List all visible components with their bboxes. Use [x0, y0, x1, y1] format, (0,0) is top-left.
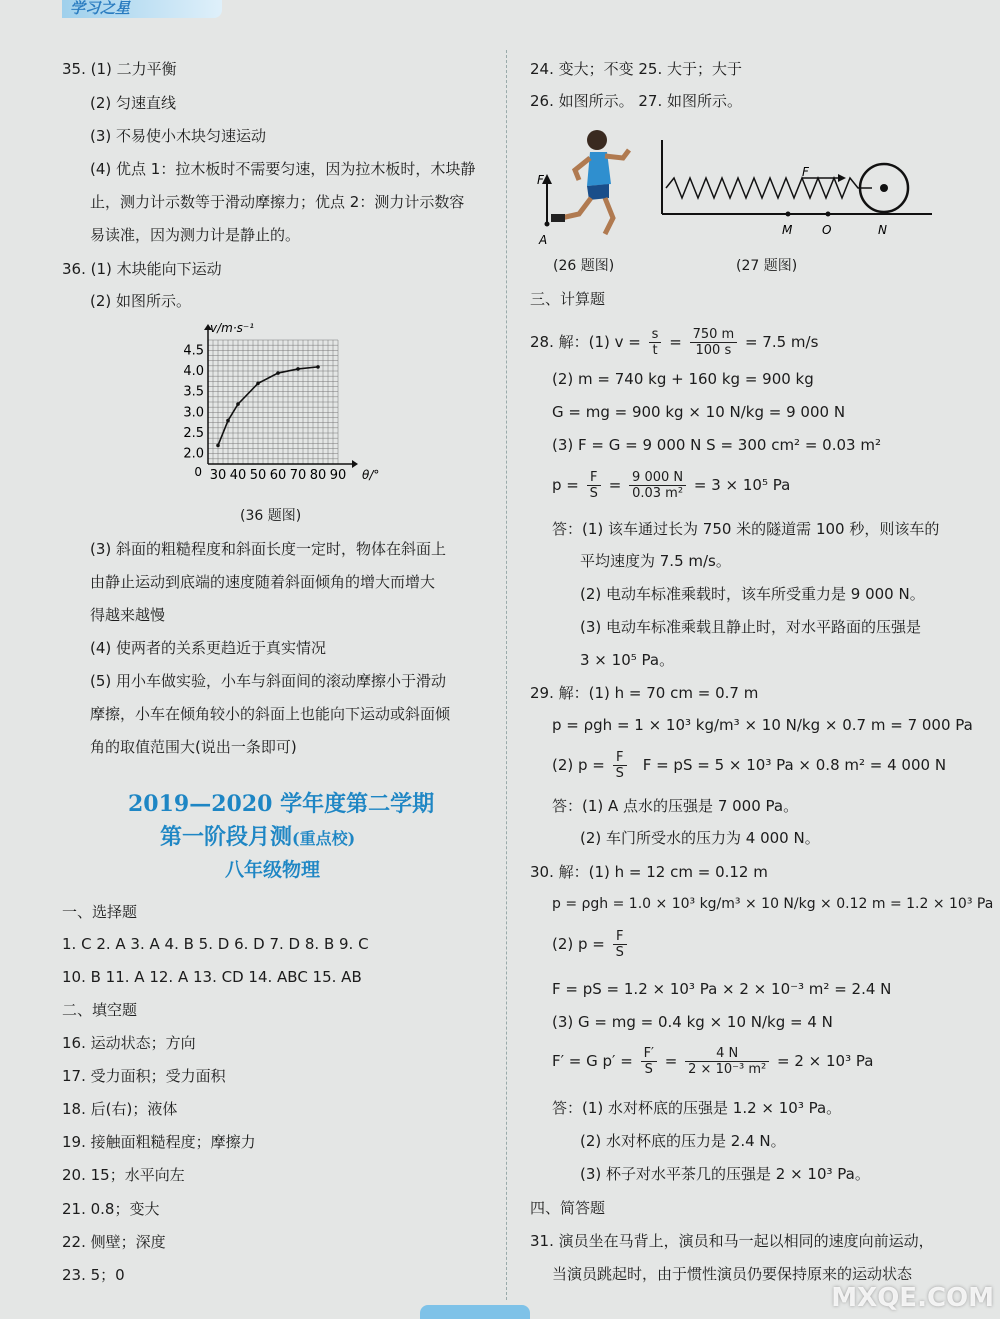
q30-line1: 30. 解：(1) h = 12 cm = 0.12 m — [530, 863, 768, 881]
q36-line7: (5) 用小车做实验，小车与斜面间的滚动摩擦小于滑动 — [90, 672, 447, 690]
fill-answer: 23. 5；0 — [62, 1266, 125, 1284]
label-f-27: F — [802, 165, 809, 179]
denominator: 0.03 m² — [632, 486, 684, 501]
y-tick-label: 3.0 — [183, 405, 204, 421]
section-choice-heading: 一、选择题 — [62, 903, 138, 921]
data-point — [256, 382, 260, 386]
runner-shoe — [551, 214, 565, 222]
label-a-26: A — [539, 233, 548, 247]
data-point — [276, 371, 280, 375]
mark-m — [786, 212, 791, 217]
q28-line3: G = mg = 900 kg × 10 N/kg = 9 000 N — [552, 403, 846, 421]
q36-line4: 由静止运动到底端的速度随着斜面倾角的增大而增大 — [90, 573, 436, 591]
data-point — [216, 444, 220, 448]
velocity-angle-chart — [170, 318, 390, 498]
q36-line8: 摩擦，小车在倾角较小的斜面上也能向下运动或斜面倾 — [90, 705, 451, 723]
fig26-caption: (26 题图) — [553, 258, 615, 274]
q24-25: 24. 变大；不变 25. 大于；大于 — [530, 60, 743, 78]
data-point — [316, 365, 320, 369]
q29-force: F = pS = 5 × 10³ Pa × 0.8 m² = 4 000 N — [642, 756, 947, 774]
exam-title-line3: 八年级物理 — [225, 859, 321, 881]
fraction — [685, 1046, 769, 1077]
denominator: 2 × 10⁻³ m² — [688, 1062, 767, 1077]
q28-line1 — [530, 325, 818, 359]
q30-pprime: F′ = G p′ = — [552, 1052, 633, 1070]
data-point — [226, 419, 230, 423]
numerator: s — [649, 327, 662, 343]
q28-answer3b: 3 × 10⁵ Pa。 — [580, 651, 675, 669]
denominator: S — [644, 1062, 653, 1077]
fill-answer: 21. 0.8；变大 — [62, 1200, 160, 1218]
fill-answer: 17. 受力面积；受力面积 — [62, 1067, 226, 1085]
y-tick-label: 4.0 — [183, 364, 204, 379]
x-tick-label: 50 — [249, 468, 267, 483]
spring-figure — [652, 136, 942, 240]
q29-answer2: (2) 车门所受水的压力为 4 000 N。 — [580, 829, 820, 847]
q35-line3: (3) 不易使小木块匀速运动 — [90, 127, 267, 145]
fill-answer: 19. 接触面粗糙程度；摩擦力 — [62, 1133, 256, 1151]
q36-line6: (4) 使两者的关系更趋近于真实情况 — [90, 639, 327, 657]
denominator: 100 s — [695, 343, 732, 358]
q29-answer1: 答：(1) A 点水的压强是 7 000 Pa。 — [552, 797, 799, 815]
ball-center — [880, 184, 888, 192]
section-fill-heading: 二、填空题 — [62, 1001, 138, 1019]
section-calc-heading: 三、计算题 — [530, 290, 606, 308]
choice-answers-row2: 10. B 11. A 12. A 13. CD 14. ABC 15. AB — [62, 968, 362, 986]
footer-tab — [420, 1305, 530, 1319]
exam-title-line1: 2019—2020 学年度第二学期 — [128, 791, 435, 817]
numerator: F′ — [641, 1046, 657, 1062]
q30-answer2: (2) 水对杯底的压力是 2.4 N。 — [580, 1132, 786, 1150]
fraction — [690, 327, 738, 358]
q36-line3: (3) 斜面的粗糙程度和斜面长度一定时，物体在斜面上 — [90, 540, 447, 558]
mark-o — [826, 212, 831, 217]
q28-answer1b: 平均速度为 7.5 m/s。 — [580, 552, 731, 570]
eq: = — [608, 476, 622, 494]
eq: = — [669, 333, 682, 351]
numerator: 750 m — [690, 327, 738, 343]
label-n: N — [878, 223, 887, 237]
point-a — [545, 222, 550, 227]
q30-p: (2) p = — [552, 935, 605, 953]
exam-title-tag: (重点校) — [292, 829, 356, 848]
arrow-head-icon — [838, 174, 846, 182]
y-tick-label: 2.0 — [183, 446, 204, 462]
runner-head — [587, 130, 607, 150]
header-logo: 学习之星 — [62, 0, 222, 18]
watermark: MXQE.COM — [831, 1283, 994, 1313]
q29-line2: p = ρgh = 1 × 10³ kg/m³ × 10 N/kg × 0.7 m = 7 000 Pa — [552, 716, 973, 734]
q30-line4: F = pS = 1.2 × 10³ Pa × 2 × 10⁻³ m² = 2.4 N — [552, 980, 892, 998]
y-tick-label: 4.5 — [183, 343, 204, 359]
q35-line1: 35. (1) 二力平衡 — [62, 60, 177, 78]
choice-answers-row1: 1. C 2. A 3. A 4. B 5. D 6. D 7. D 8. B 9. C — [62, 935, 369, 953]
q28-answer2: (2) 电动车标准乘载时，该车所受重力是 9 000 N。 — [580, 585, 925, 603]
q28-answer3: (3) 电动车标准乘载且静止时，对水平路面的压强是 — [580, 618, 922, 636]
x-tick-label: 70 — [289, 468, 307, 483]
x-axis-label: θ/° — [362, 468, 380, 482]
q28-answer1: 答：(1) 该车通过长为 750 米的隧道需 100 秒，则该车的 — [552, 520, 940, 538]
fraction — [649, 327, 662, 358]
q35-line6: 易读准，因为测力计是静止的。 — [90, 226, 301, 244]
q35-line5: 止，测力计示数等于滑动摩擦力；优点 2：测力计示数容 — [90, 193, 465, 211]
q29-line1: 29. 解：(1) h = 70 cm = 0.7 m — [530, 684, 759, 702]
x-tick-label: 60 — [269, 468, 287, 483]
runner-leg-back — [561, 198, 591, 218]
numerator: 4 N — [685, 1046, 769, 1062]
fig27-caption: (27 题图) — [736, 258, 798, 274]
label-o: O — [822, 223, 832, 237]
spring — [666, 178, 872, 198]
x-tick-label: 30 — [209, 468, 227, 483]
q26-27: 26. 如图所示。 27. 如图所示。 — [530, 92, 743, 110]
fraction — [641, 1046, 657, 1077]
q30-line6 — [552, 1044, 873, 1078]
fill-answer: 22. 侧壁；深度 — [62, 1233, 166, 1251]
exam-title-line2 — [160, 820, 355, 851]
q30-line2: p = ρgh = 1.0 × 10³ kg/m³ × 10 N/kg × 0.12 m = 1.2 × 10³ Pa — [552, 896, 994, 912]
numerator: F — [587, 470, 601, 486]
q31-line1: 31. 演员坐在马背上，演员和马一起以相同的速度向前运动， — [530, 1232, 934, 1250]
q28-line2: (2) m = 740 kg + 160 kg = 900 kg — [552, 370, 814, 388]
runner-arm-front — [605, 150, 629, 158]
numerator: 9 000 N — [629, 470, 686, 486]
denominator: S — [615, 766, 624, 781]
origin-label: 0 — [194, 465, 202, 479]
numerator: F — [613, 750, 627, 766]
q28-text: 28. 解：(1) v = — [530, 333, 641, 351]
fill-answer: 18. 后(右)；液体 — [62, 1100, 178, 1118]
y-tick-label: 2.5 — [183, 426, 204, 441]
q30-line5: (3) G = mg = 0.4 kg × 10 N/kg = 4 N — [552, 1013, 833, 1031]
q36-line1: 36. (1) 木块能向下运动 — [62, 260, 222, 278]
q36-line5: 得越来越慢 — [90, 606, 166, 624]
q28-p-result: = 3 × 10⁵ Pa — [693, 476, 791, 494]
column-divider — [506, 50, 507, 1300]
fill-answer: 20. 15；水平向左 — [62, 1166, 185, 1184]
fraction — [629, 470, 686, 501]
label-f-26: F — [537, 173, 544, 187]
runner-figure — [535, 122, 645, 252]
y-axis-label: v/m·s⁻¹ — [210, 321, 255, 335]
q30-line3 — [552, 927, 630, 961]
q31-line2: 当演员跳起时，由于惯性演员仍要保持原来的运动状态 — [552, 1265, 913, 1283]
denominator: S — [615, 945, 624, 960]
fill-answer: 16. 运动状态；方向 — [62, 1034, 196, 1052]
data-point — [296, 367, 300, 371]
q28-p: p = — [552, 476, 579, 494]
fraction — [613, 929, 627, 960]
q30-result: = 2 × 10³ Pa — [777, 1052, 874, 1070]
q28-line5 — [552, 468, 790, 502]
q35-line4: (4) 优点 1：拉木板时不需要匀速，因为拉木板时，木块静 — [90, 160, 476, 178]
q29-p: (2) p = — [552, 756, 605, 774]
fraction — [613, 750, 627, 781]
x-tick-label: 80 — [309, 468, 327, 483]
q30-answer3: (3) 杯子对水平茶几的压强是 2 × 10³ Pa。 — [580, 1165, 870, 1183]
x-tick-label: 40 — [229, 468, 247, 483]
q28-result: = 7.5 m/s — [744, 333, 819, 351]
q28-line4: (3) F = G = 9 000 N S = 300 cm² = 0.03 m² — [552, 436, 881, 454]
q35-line2: (2) 匀速直线 — [90, 94, 177, 112]
runner-arm-back — [575, 158, 590, 180]
denominator: S — [589, 486, 598, 501]
data-point — [236, 402, 240, 406]
exam-title-main: 第一阶段月测 — [160, 824, 293, 850]
runner-leg-front — [605, 198, 613, 234]
x-axis-arrow-icon — [352, 460, 358, 468]
label-m: M — [782, 223, 793, 237]
x-tick-label: 90 — [329, 468, 347, 483]
q29-line3 — [552, 748, 946, 782]
denominator: t — [652, 343, 658, 358]
q36-line2: (2) 如图所示。 — [90, 292, 192, 310]
fraction — [587, 470, 601, 501]
y-tick-label: 3.5 — [183, 384, 204, 400]
q30-answer1: 答：(1) 水对杯底的压强是 1.2 × 10³ Pa。 — [552, 1099, 842, 1117]
chart-caption: (36 题图) — [240, 508, 302, 524]
eq: = — [664, 1052, 678, 1070]
section-short-heading: 四、简答题 — [530, 1199, 606, 1217]
q36-line9: 角的取值范围大(说出一条即可) — [90, 738, 297, 756]
numerator: F — [613, 929, 627, 945]
